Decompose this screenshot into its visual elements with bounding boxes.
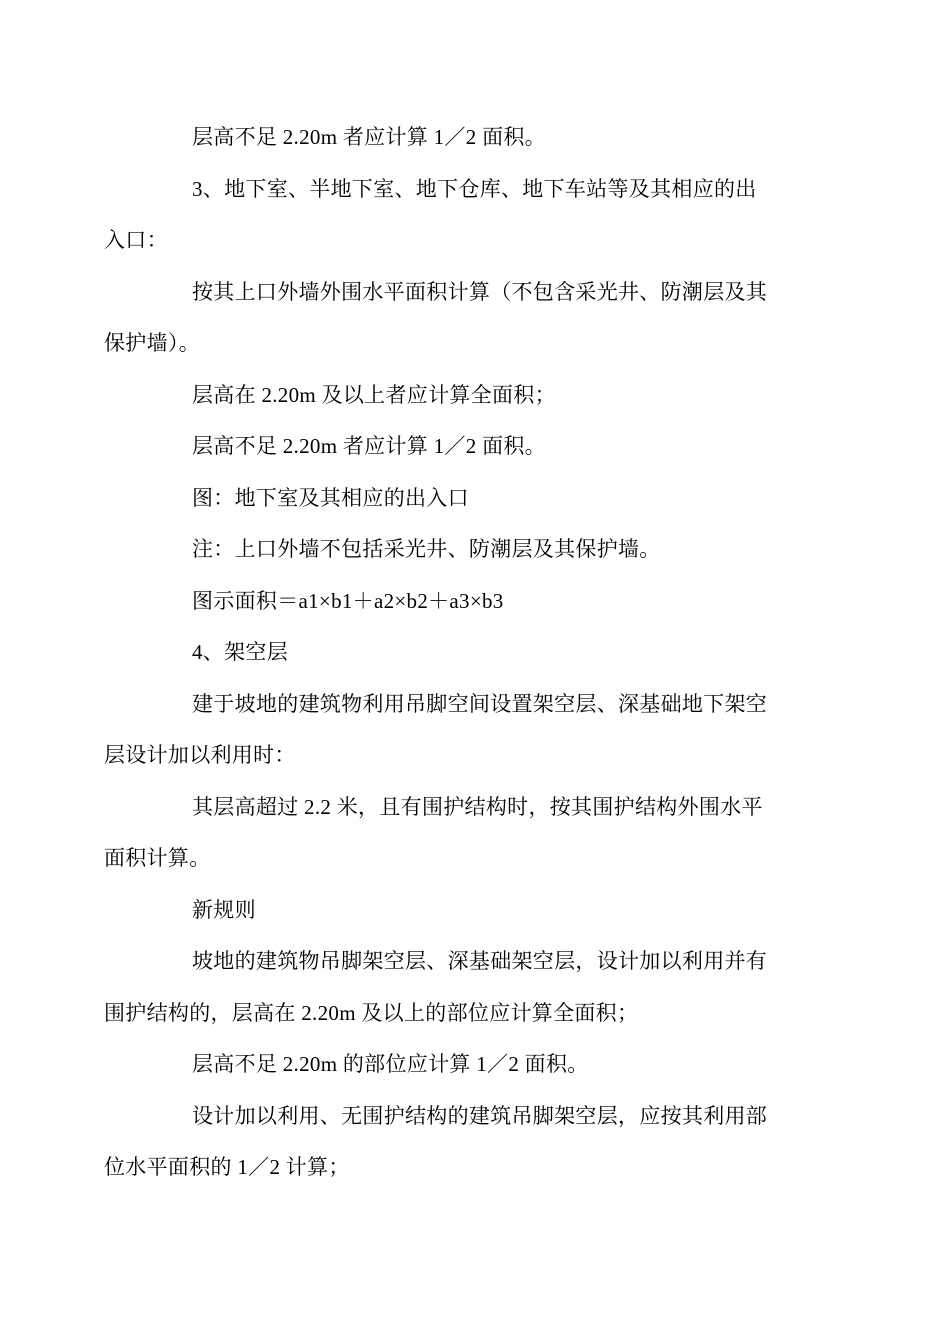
text-line: 3、地下室、半地下室、地下仓库、地下车站等及其相应的出 (192, 176, 757, 201)
text-line: 层高不足 2.20m 的部位应计算 1／2 面积。 (192, 1052, 589, 1076)
paragraph (104, 936, 800, 1039)
text-line: 位水平面积的 1／2 计算； (104, 1155, 350, 1179)
paragraph (148, 576, 800, 628)
document-body (104, 112, 800, 1194)
paragraph (104, 679, 800, 782)
text-line: 图示面积＝a1×b1＋a2×b2＋a3×b3 (192, 588, 504, 613)
text-line: 围护结构的，层高在 2.20m 及以上的部位应计算全面积； (104, 1000, 639, 1025)
paragraph (148, 473, 800, 525)
paragraph (148, 627, 800, 679)
text-line: 4、架空层 (192, 640, 288, 664)
paragraph (148, 112, 800, 164)
text-line: 层设计加以利用时： (104, 743, 296, 767)
paragraph (104, 782, 800, 885)
paragraph (148, 421, 800, 473)
text-line: 层高不足 2.20m 者应计算 1／2 面积。 (192, 125, 546, 149)
text-line: 图：地下室及其相应的出入口 (192, 485, 469, 510)
text-line: 层高在 2.20m 及以上者应计算全面积； (192, 382, 556, 407)
paragraph (148, 524, 800, 576)
paragraph (148, 370, 800, 422)
text-line: 建于坡地的建筑物利用吊脚空间设置架空层、深基础地下架空 (192, 691, 768, 716)
paragraph (104, 164, 800, 267)
text-line: 保护墙）。 (104, 331, 200, 355)
text-line: 坡地的建筑物吊脚架空层、深基础架空层，设计加以利用并有 (192, 949, 768, 973)
text-line: 设计加以利用、无围护结构的建筑吊脚架空层，应按其利用部 (192, 1103, 768, 1128)
paragraph (148, 1039, 800, 1091)
paragraph (104, 267, 800, 370)
text-line: 新规则 (192, 897, 256, 922)
text-line: 按其上口外墙外围水平面积计算（不包含采光井、防潮层及其 (192, 279, 768, 304)
text-line: 注：上口外墙不包括采光井、防潮层及其保护墙。 (192, 537, 661, 561)
text-line: 其层高超过 2.2 米，且有围护结构时，按其围护结构外围水平 (192, 794, 763, 819)
paragraph (148, 885, 800, 937)
text-line: 面积计算。 (104, 846, 211, 870)
paragraph (104, 1091, 800, 1194)
text-line: 入口： (104, 228, 168, 252)
text-line: 层高不足 2.20m 者应计算 1／2 面积。 (192, 434, 546, 458)
